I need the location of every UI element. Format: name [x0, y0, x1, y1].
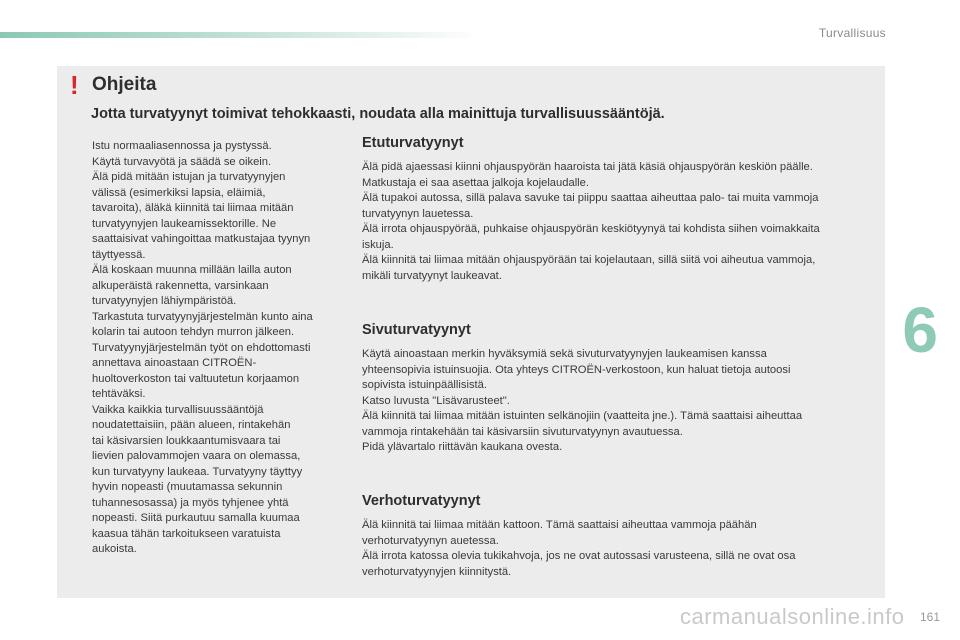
section-body [362, 347, 877, 456]
paragraph-line: turvatyynyjen lähiympäristöä. [92, 295, 237, 307]
paragraph-line: kun turvatyyny laukeaa. Turvatyyny täyttyy [92, 465, 303, 478]
paragraph-line: Älä kiinnitä tai liimaa mitään istuinten selkänojiin (vaatteita jne.). Tämä saattaisi aiheuttaa [362, 410, 803, 422]
paragraph-line: Tarkastuta turvatyynyjärjestelmän kunto aina [92, 310, 313, 323]
paragraph-line: tai käsivarsien loukkaantumisvaara tai [92, 434, 281, 447]
paragraph-line: turvatyynyjen laukeamissektorille. Ne [92, 217, 277, 230]
paragraph-line: kolarin tai autoon tehdyn murron jälkeen. [92, 326, 295, 338]
page-number: 161 [919, 610, 940, 624]
paragraph-line: välissä (esimerkiksi lapsia, eläimiä, [92, 186, 266, 199]
paragraph-line: Älä koskaan muunna millään lailla auton [92, 264, 292, 276]
section-side-airbags [362, 322, 877, 456]
paragraph-line: Käytä ainoastaan merkin hyväksymiä sekä sivuturvatyynyjen laukeamisen kanssa [362, 348, 767, 360]
paragraph-line: tehtäväksi. [92, 388, 146, 400]
paragraph-line: mikäli turvatyynyt laukeavat. [362, 269, 502, 282]
paragraph-line: Vaikka kaikkia turvallisuussääntöjä [92, 403, 264, 416]
paragraph-line: tuhannesosassa) ja myös tyhjenee yhtä [92, 496, 289, 509]
paragraph-line: Matkustaja ei saa asettaa jalkoja kojelaudalle. [362, 176, 589, 189]
paragraph-line: vammoja rintakehään tai käsivarsiin sivuturvatyynyn avautuessa. [362, 425, 683, 438]
paragraph-line: Turvatyynyjärjestelmän työt on ehdottomasti [92, 341, 311, 354]
paragraph-line: verhoturvatyynyjen kiinnitystä. [362, 565, 512, 578]
paragraph-line: Älä kiinnitä tai liimaa mitään kattoon. Tämä saattaisi aiheuttaa vammoja päähän [362, 519, 757, 531]
header-accent-bar [0, 32, 480, 38]
paragraph-line: Käytä turvavyötä ja säädä se oikein. [92, 155, 272, 168]
section-heading: Sivuturvatyynyt [362, 322, 471, 338]
paragraph-line: noudatettaisiin, pään alueen, rintakehän [92, 419, 291, 431]
paragraph-line: nopeasti. Siitä purkautuu samalla kuumaa [92, 512, 300, 524]
paragraph-line: verhoturvatyynyn auetessa. [362, 534, 499, 547]
paragraph-line: Älä pidä mitään istujan ja turvatyynyjen [92, 171, 286, 183]
chapter-number: 6 [902, 294, 938, 366]
section-heading: Verhoturvatyynyt [362, 493, 481, 509]
section-title: Turvallisuus [818, 26, 886, 40]
left-column-text [92, 139, 354, 558]
notice-title: Ohjeita [92, 74, 157, 95]
paragraph-line: Älä tupakoi autossa, sillä palava savuke tai piippu saattaa aiheuttaa palo- tai muita vammoja [362, 192, 819, 204]
paragraph-line: aukoista. [92, 543, 137, 555]
section-heading: Etuturvatyynyt [362, 135, 464, 151]
paragraph-line: yhteensopivia istuinsuojia. Ota yhteys CITROËN-verkostoon, kun haluat tietoja autoosi [362, 363, 791, 376]
paragraph-line: lievien palovammojen vaara on olemassa, [92, 450, 301, 462]
paragraph-line: alkuperäistä rakennetta, varsinkaan [92, 279, 269, 292]
paragraph-line: Pidä ylävartalo riittävän kaukana ovesta. [362, 441, 563, 453]
paragraph-line: Älä irrota katossa olevia tukikahvoja, jos ne ovat autossasi varusteena, sillä ne ovat osa [362, 550, 796, 562]
exclamation-icon: ! [70, 70, 79, 100]
paragraph-line: kaasua tähän tarkoitukseen varatuista [92, 527, 281, 540]
section-front-airbags [362, 135, 877, 284]
notice-subtitle: Jotta turvatyynyt toimivat tehokkaasti, noudata alla mainittuja turvallisuussääntöjä. [91, 106, 665, 122]
paragraph-line: hyvin nopeasti (muutamassa sekunnin [92, 481, 283, 493]
section-body [362, 518, 877, 580]
paragraph-line: Katso luvusta "Lisävarusteet". [362, 394, 510, 407]
paragraph-line: tavaroita), äläkä kiinnitä tai liimaa mitään [92, 202, 294, 214]
paragraph-line: iskuja. [362, 238, 394, 251]
paragraph-line: annettava ainoastaan CITROËN- [92, 357, 257, 369]
section-curtain-airbags [362, 493, 877, 580]
paragraph-line: Istu normaaliasennossa ja pystyssä. [92, 140, 272, 152]
paragraph-line: huoltoverkoston tai valtuutetun korjaamon [92, 372, 300, 385]
watermark: carmanualsonline.info [680, 604, 905, 629]
paragraph-line: Älä pidä ajaessasi kiinni ohjauspyörän haaroista tai jätä käsiä ohjauspyörän keskiön päälle. [362, 161, 813, 173]
paragraph-line: saattaisivat vahingoittaa matkustajaa tyynyn [92, 233, 311, 245]
paragraph-line: täyttyessä. [92, 248, 146, 261]
paragraph-line: Älä kiinnitä tai liimaa mitään ohjauspyörään tai kojelautaan, sillä siitä voi aiheutua vammoja, [362, 254, 816, 266]
paragraph-line: sopivista istuinpäällisistä. [362, 379, 487, 391]
paragraph-line: turvatyynyn lauetessa. [362, 207, 474, 220]
section-body [362, 160, 877, 284]
paragraph-line: Älä irrota ohjauspyörää, puhkaise ohjauspyörän keskiötyynyä tai kohdista siihen voimakkaita [362, 223, 820, 235]
